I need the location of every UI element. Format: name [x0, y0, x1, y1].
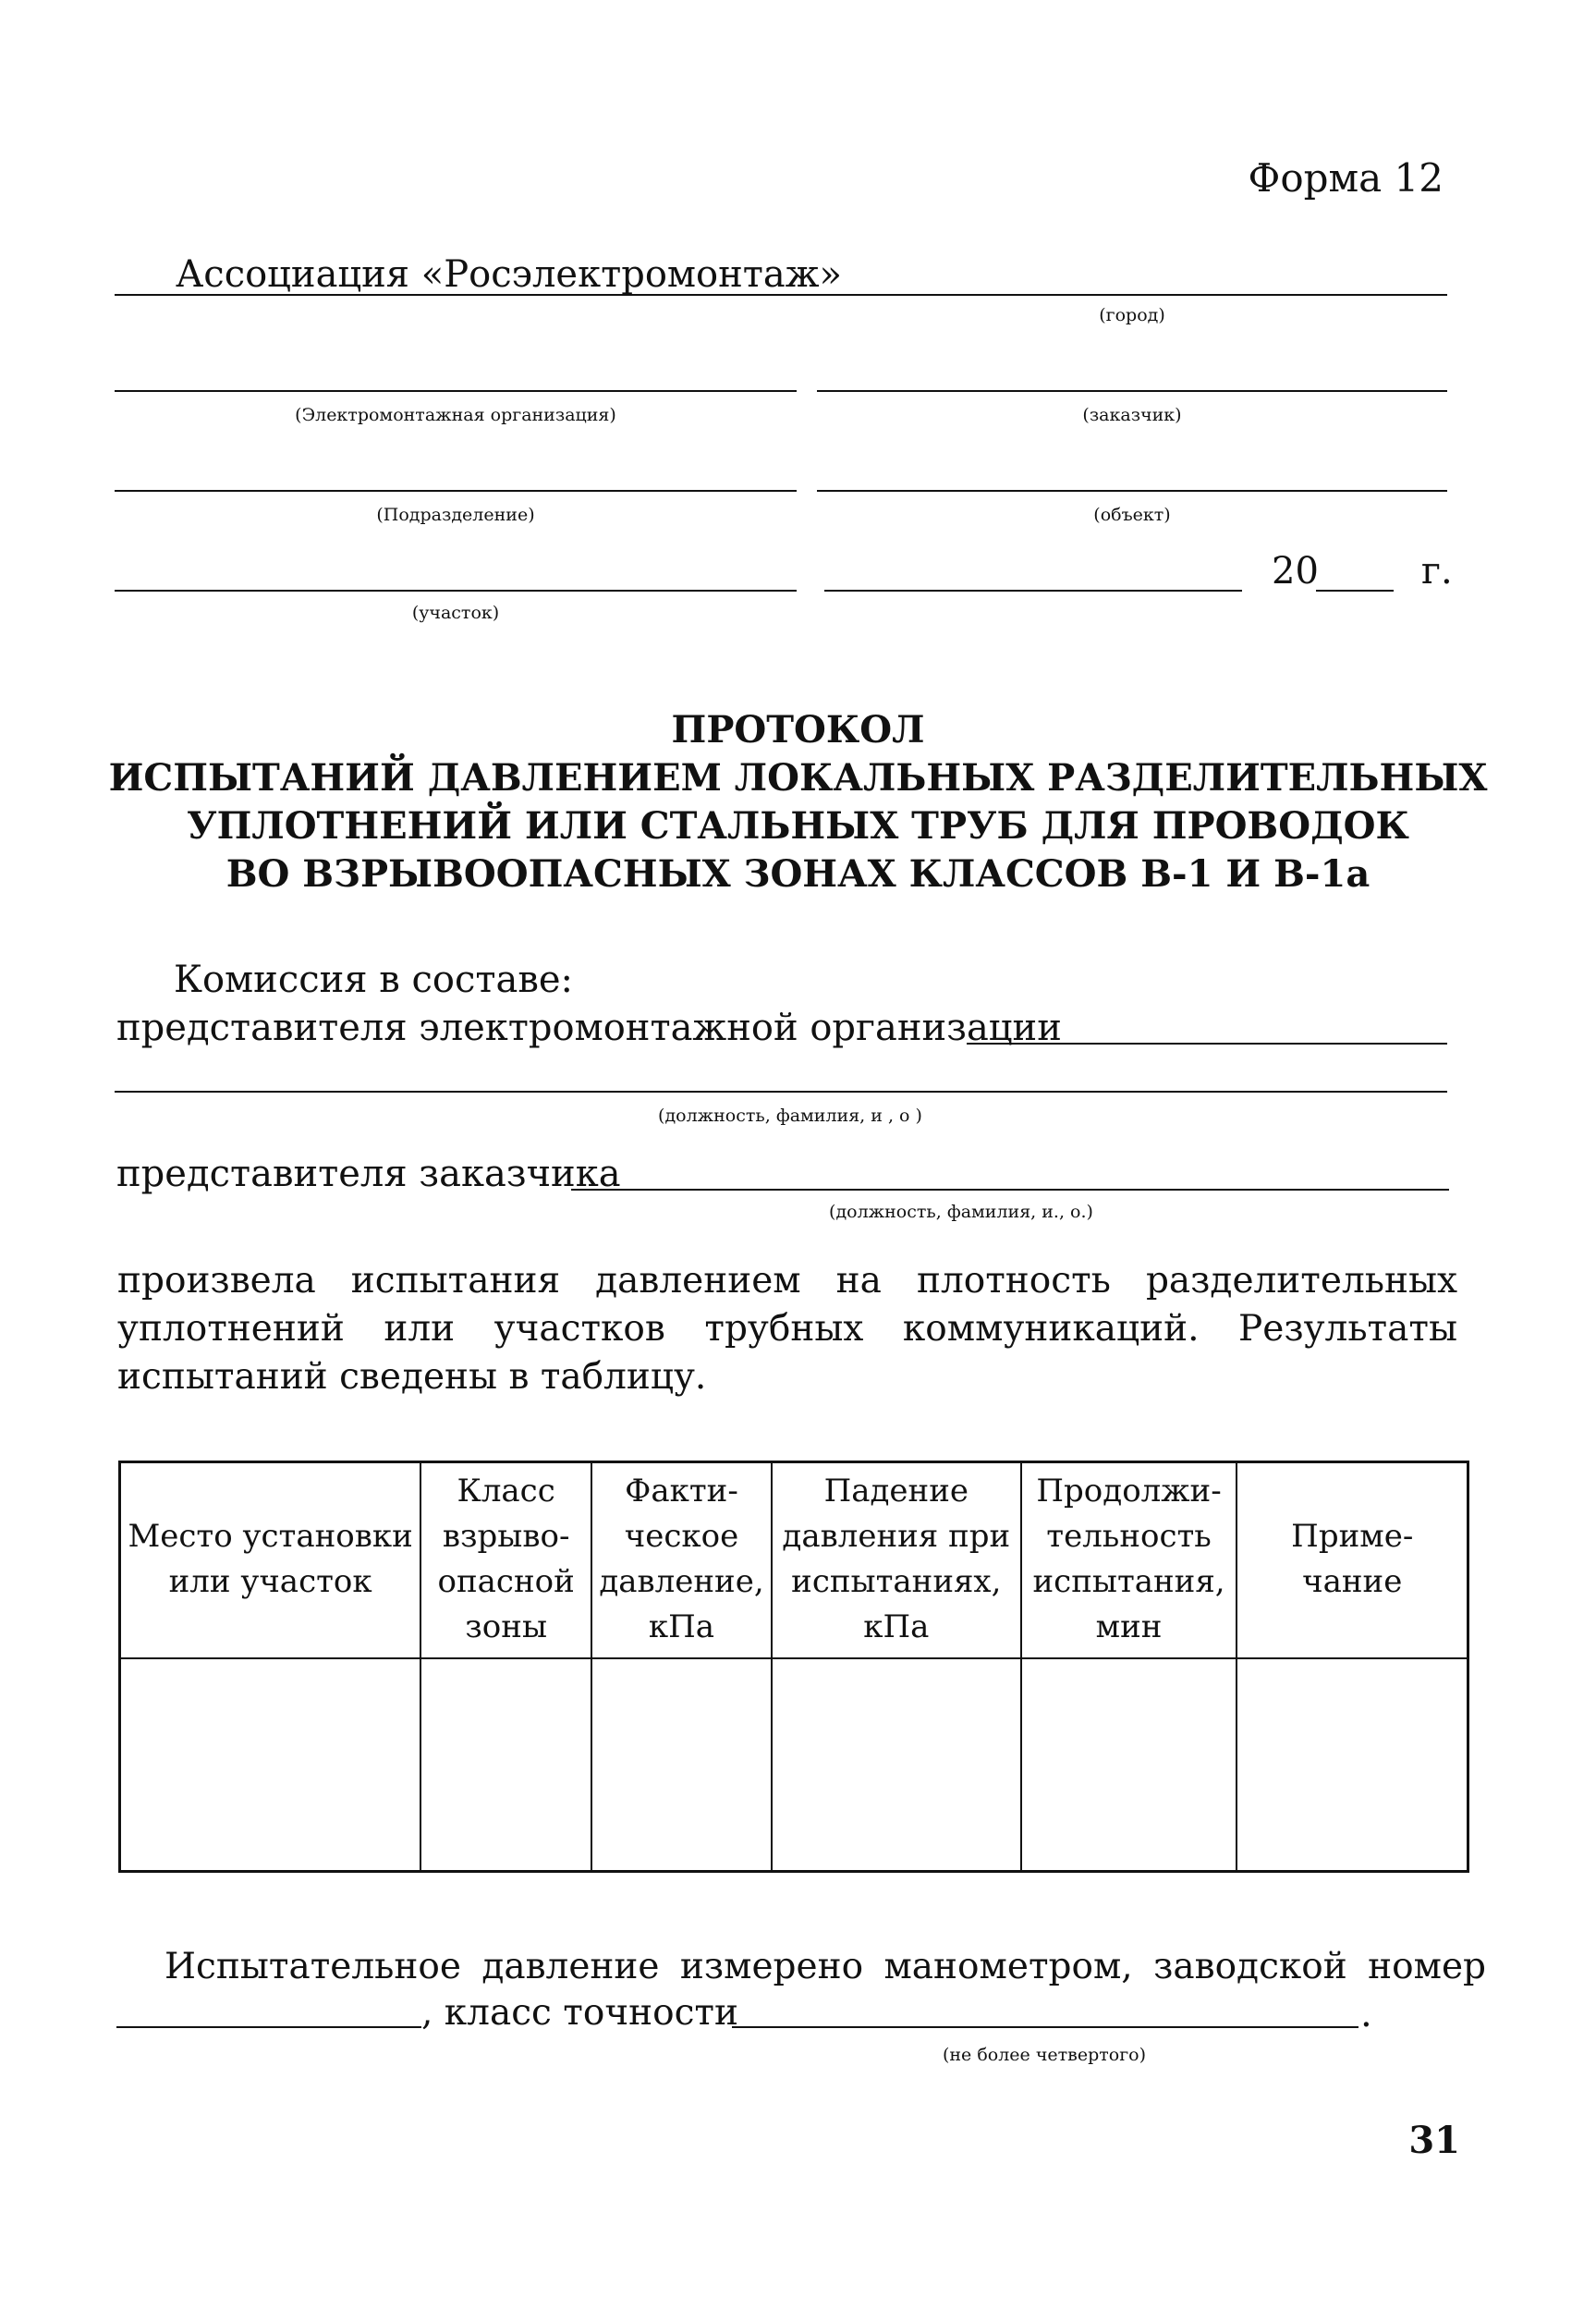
cell-actual-pressure[interactable] [591, 1658, 772, 1872]
customer-rep-field[interactable] [571, 1189, 1449, 1191]
title-line-4: ВО ВЗРЫВООПАСНЫХ ЗОНАХ КЛАССОВ В-1 И В-1а [225, 852, 1371, 896]
commission-intro: Комиссия в составе: [174, 959, 573, 1001]
body-paragraph: произвела испытания давлением на плотность разделительных уплотнений или участков трубных коммуникаций. Результаты испытаний сведены в таблицу. [117, 1260, 1457, 1398]
customer-rep-label: представителя заказчика [116, 1153, 621, 1195]
city-field[interactable] [817, 294, 1447, 296]
cell-duration[interactable] [1021, 1658, 1237, 1872]
title-line-2: ИСПЫТАНИЙ ДАВЛЕНИЕМ ЛОКАЛЬНЫХ РАЗДЕЛИТЕЛЬНЫХ [108, 756, 1488, 800]
customer-caption: (заказчик) [1082, 405, 1182, 425]
section-field[interactable] [115, 590, 797, 592]
organization-caption: (Электромонтажная организация) [295, 405, 616, 425]
title-line-1: ПРОТОКОЛ [671, 708, 925, 752]
document-title [0, 706, 1596, 898]
accuracy-class-field[interactable] [732, 2026, 1358, 2028]
object-caption: (объект) [1093, 505, 1171, 525]
electro-rep-field-2[interactable] [115, 1091, 1447, 1093]
results-table [118, 1461, 1469, 1873]
title-line-3: УПЛОТНЕНИЙ ИЛИ СТАЛЬНЫХ ТРУБ ДЛЯ ПРОВОДОК [187, 804, 1409, 848]
city-caption: (город) [1099, 305, 1165, 325]
manometer-line-1: Испытательное давление измерено манометром, заводской номер [164, 1946, 1487, 1987]
header-duration: Продолжи-тельность испытания, мин [1021, 1462, 1237, 1659]
header-pressure-drop: Падение давления при испытаниях, кПа [772, 1462, 1021, 1659]
electro-rep-field[interactable] [967, 1043, 1447, 1045]
organization-field[interactable] [115, 390, 797, 392]
association-name: Ассоциация «Росэлектромонтаж» [176, 253, 843, 296]
subdivision-caption: (Подразделение) [376, 505, 535, 525]
page-number: 31 [1408, 2119, 1460, 2162]
manometer-serial-field[interactable] [116, 2026, 421, 2028]
section-caption: (участок) [411, 603, 500, 623]
cell-zone-class[interactable] [420, 1658, 591, 1872]
header-actual-pressure: Факти-ческое давление, кПа [591, 1462, 772, 1659]
accuracy-caption: (не более четвертого) [942, 2045, 1146, 2065]
cell-pressure-drop[interactable] [772, 1658, 1021, 1872]
cell-location[interactable] [120, 1658, 421, 1872]
form-number: Форма 12 [1248, 155, 1444, 201]
table-row [120, 1658, 1468, 1872]
year-field[interactable] [1316, 590, 1394, 592]
cell-note[interactable] [1237, 1658, 1468, 1872]
header-note: Приме-чание [1237, 1462, 1468, 1659]
customer-field[interactable] [817, 390, 1447, 392]
object-field[interactable] [817, 490, 1447, 492]
electro-rep-caption: (должность, фамилия, и , о ) [658, 1106, 922, 1126]
subdivision-field[interactable] [115, 490, 797, 492]
electro-rep-label: представителя электромонтажной организации [116, 1007, 1062, 1049]
table-header-row [120, 1462, 1468, 1659]
year-suffix: г. [1421, 550, 1453, 593]
header-location: Место установки или участок [120, 1462, 421, 1659]
period: . [1360, 1993, 1372, 2035]
date-field[interactable] [824, 590, 1242, 592]
manometer-line-2: , класс точности [421, 1992, 739, 2034]
customer-rep-caption: (должность, фамилия, и., о.) [829, 1202, 1093, 1222]
year-prefix: 20 [1272, 550, 1319, 593]
header-zone-class: Класс взрыво-опасной зоны [420, 1462, 591, 1659]
